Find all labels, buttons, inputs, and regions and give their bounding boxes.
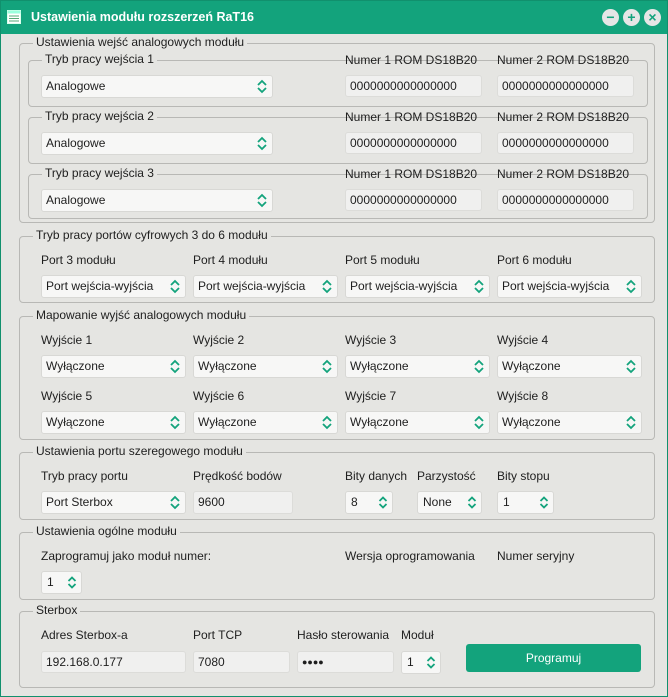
output-1-value: Wyłączone (46, 359, 105, 373)
analog-outputs-title: Mapowanie wyjść analogowych modułu (33, 308, 249, 322)
program-button[interactable]: Programuj (466, 644, 641, 672)
stop-bits-label: Bity stopu (497, 469, 550, 483)
port-5-value: Port wejścia-wyjścia (350, 279, 458, 293)
control-password-label: Hasło sterowania (297, 628, 390, 642)
updown-arrow-icon (625, 358, 637, 375)
close-button[interactable]: × (644, 9, 661, 26)
input-1-mode-title: Tryb pracy wejścia 1 (42, 52, 157, 66)
data-bits-label: Bity danych (345, 469, 408, 483)
updown-arrow-icon (256, 192, 268, 209)
input-1-rom1-label: Numer 1 ROM DS18B20 (345, 53, 478, 67)
port-5-select[interactable] (345, 275, 490, 298)
input-1-rom2-field[interactable]: 0000000000000000 (497, 75, 634, 97)
output-6-select[interactable] (193, 411, 338, 434)
updown-arrow-icon (473, 414, 485, 431)
output-7-value: Wyłączone (350, 415, 409, 429)
input-1-mode-select[interactable] (41, 75, 273, 98)
updown-arrow-icon (625, 414, 637, 431)
output-2-select[interactable] (193, 355, 338, 378)
baud-rate-field[interactable]: 9600 (193, 491, 293, 514)
data-bits-select[interactable] (345, 491, 393, 514)
control-password-field[interactable]: ●●●● (297, 651, 394, 673)
digital-ports-group (19, 228, 655, 303)
general-settings-title: Ustawienia ogólne modułu (33, 524, 180, 538)
output-4-select[interactable] (497, 355, 642, 378)
input-2-rom2-field[interactable]: 0000000000000000 (497, 132, 634, 154)
output-7-select[interactable] (345, 411, 490, 434)
input-3-mode-value: Analogowe (46, 193, 106, 207)
input-2-mode-select[interactable] (41, 132, 273, 155)
updown-arrow-icon (473, 358, 485, 375)
minimize-button[interactable]: − (602, 9, 619, 26)
updown-arrow-icon (539, 494, 549, 511)
port-3-select[interactable] (41, 275, 186, 298)
input-3-rom1-field[interactable]: 0000000000000000 (345, 189, 482, 211)
updown-arrow-icon (321, 358, 333, 375)
output-8-value: Wyłączone (502, 415, 561, 429)
output-1-label: Wyjście 1 (41, 333, 93, 347)
port-6-label: Port 6 modułu (497, 253, 572, 267)
output-2-value: Wyłączone (198, 359, 257, 373)
port-3-label: Port 3 modułu (41, 253, 116, 267)
updown-arrow-icon (169, 278, 181, 295)
updown-arrow-icon (473, 278, 485, 295)
input-3-mode-title: Tryb pracy wejścia 3 (42, 166, 157, 180)
input-1-mode-value: Analogowe (46, 79, 106, 93)
serial-mode-value: Port Sterbox (46, 495, 113, 509)
sterbox-address-field[interactable]: 192.168.0.177 (41, 651, 186, 673)
output-5-value: Wyłączone (46, 415, 105, 429)
output-6-value: Wyłączone (198, 415, 257, 429)
parity-value: None (423, 495, 452, 509)
input-1-rom1-field[interactable]: 0000000000000000 (345, 75, 482, 97)
serial-number-label: Numer seryjny (497, 549, 575, 563)
digital-ports-title: Tryb pracy portów cyfrowych 3 do 6 modułu (33, 228, 271, 242)
title-bar (1, 1, 667, 34)
input-2-rom1-label: Numer 1 ROM DS18B20 (345, 110, 478, 124)
output-2-label: Wyjście 2 (193, 333, 245, 347)
updown-arrow-icon (169, 494, 181, 511)
parity-label: Parzystość (417, 469, 476, 483)
analog-outputs-group (19, 308, 655, 440)
serial-port-group (19, 444, 655, 520)
port-4-value: Port wejścia-wyjścia (198, 279, 306, 293)
general-settings-group (19, 524, 655, 600)
updown-arrow-icon (467, 494, 477, 511)
stop-bits-select[interactable] (497, 491, 554, 514)
updown-arrow-icon (67, 574, 77, 591)
port-6-value: Port wejścia-wyjścia (502, 279, 610, 293)
output-4-value: Wyłączone (502, 359, 561, 373)
analog-inputs-group (19, 35, 655, 223)
input-3-rom1-label: Numer 1 ROM DS18B20 (345, 167, 478, 181)
sterbox-title: Sterbox (33, 603, 80, 617)
output-6-label: Wyjście 6 (193, 389, 245, 403)
output-3-label: Wyjście 3 (345, 333, 397, 347)
input-2-mode-value: Analogowe (46, 136, 106, 150)
updown-arrow-icon (378, 494, 388, 511)
output-5-label: Wyjście 5 (41, 389, 93, 403)
port-3-value: Port wejścia-wyjścia (46, 279, 154, 293)
serial-mode-label: Tryb pracy portu (41, 469, 128, 483)
sterbox-group (19, 603, 655, 688)
output-7-label: Wyjście 7 (345, 389, 397, 403)
app-window-icon (7, 10, 21, 24)
updown-arrow-icon (256, 78, 268, 95)
input-2-rom2-label: Numer 2 ROM DS18B20 (497, 110, 630, 124)
output-8-label: Wyjście 8 (497, 389, 549, 403)
output-3-value: Wyłączone (350, 359, 409, 373)
updown-arrow-icon (625, 278, 637, 295)
port-5-label: Port 5 modułu (345, 253, 420, 267)
tcp-port-field[interactable]: 7080 (193, 651, 290, 673)
updown-arrow-icon (256, 135, 268, 152)
data-bits-value: 8 (351, 495, 358, 509)
input-1-rom2-label: Numer 2 ROM DS18B20 (497, 53, 630, 67)
serial-port-title: Ustawienia portu szeregowego modułu (33, 444, 246, 458)
sterbox-address-label: Adres Sterbox-a (41, 628, 128, 642)
port-6-select[interactable] (497, 275, 642, 298)
input-3-mode-select[interactable] (41, 189, 273, 212)
program-as-label: Zaprogramuj jako moduł numer: (41, 549, 212, 563)
firmware-version-label: Wersja oprogramowania (345, 549, 475, 563)
parity-select[interactable] (417, 491, 482, 514)
window-title: Ustawienia modułu rozszerzeń RaT16 (31, 10, 254, 24)
sterbox-module-value: 1 (407, 655, 414, 669)
maximize-button[interactable]: + (623, 9, 640, 26)
updown-arrow-icon (426, 654, 436, 671)
baud-rate-label: Prędkość bodów (193, 469, 282, 483)
input-2-mode-title: Tryb pracy wejścia 2 (42, 109, 157, 123)
stop-bits-value: 1 (503, 495, 510, 509)
updown-arrow-icon (169, 358, 181, 375)
output-8-select[interactable] (497, 411, 642, 434)
output-5-select[interactable] (41, 411, 186, 434)
output-4-label: Wyjście 4 (497, 333, 549, 347)
updown-arrow-icon (169, 414, 181, 431)
updown-arrow-icon (321, 414, 333, 431)
input-2-rom1-field[interactable]: 0000000000000000 (345, 132, 482, 154)
input-3-rom2-label: Numer 2 ROM DS18B20 (497, 167, 630, 181)
serial-mode-select[interactable] (41, 491, 186, 514)
module-number-spinbox[interactable] (41, 571, 82, 594)
port-4-label: Port 4 modułu (193, 253, 268, 267)
sterbox-module-label: Moduł (401, 628, 434, 642)
sterbox-module-spinbox[interactable] (401, 651, 441, 674)
updown-arrow-icon (321, 278, 333, 295)
input-3-rom2-field[interactable]: 0000000000000000 (497, 189, 634, 211)
analog-inputs-title: Ustawienia wejść analogowych modułu (33, 35, 247, 49)
tcp-port-label: Port TCP (193, 628, 243, 642)
port-4-select[interactable] (193, 275, 338, 298)
output-1-select[interactable] (41, 355, 186, 378)
output-3-select[interactable] (345, 355, 490, 378)
module-number-value: 1 (47, 575, 54, 589)
